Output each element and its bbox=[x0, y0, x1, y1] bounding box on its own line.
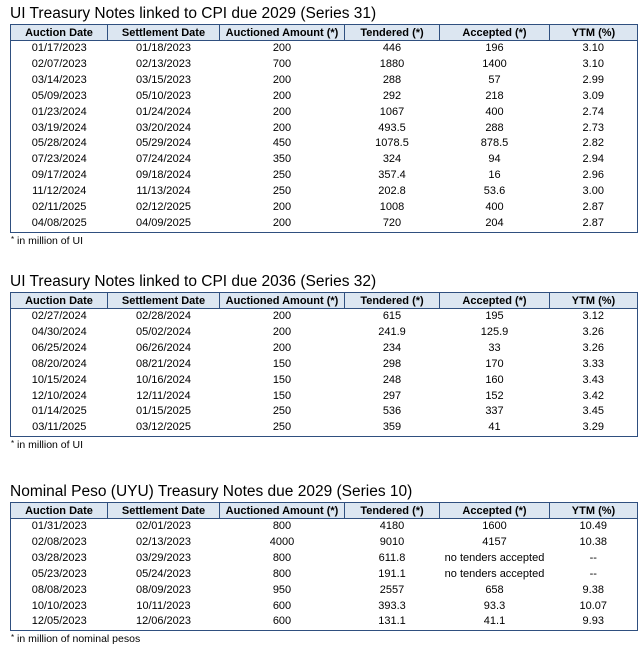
table-row bbox=[11, 357, 638, 373]
cell-tendered: 297 bbox=[382, 389, 402, 402]
cell-auction-date: 04/30/2024 bbox=[11, 325, 108, 341]
table-row bbox=[11, 136, 638, 152]
cell-settlement-date: 02/13/2023 bbox=[135, 535, 192, 548]
table-row bbox=[11, 89, 638, 105]
table-row bbox=[11, 535, 638, 551]
cell-accepted: 160 bbox=[485, 373, 504, 386]
table-row bbox=[11, 325, 638, 341]
cell-auctioned-amount: 200 bbox=[272, 105, 292, 118]
column-header-accepted: Accepted (*) bbox=[440, 25, 550, 41]
cell-accepted: 878.5 bbox=[480, 137, 509, 150]
cell-accepted: 4157 bbox=[482, 535, 507, 548]
cell-ytm: 3.12 bbox=[550, 309, 638, 325]
footnote-mark: * bbox=[11, 234, 15, 244]
cell-settlement-date: 12/06/2023 bbox=[135, 615, 192, 628]
cell-auction-date: 08/08/2023 bbox=[11, 583, 108, 599]
column-header-tendered: Tendered (*) bbox=[345, 25, 440, 41]
cell-tendered: 292 bbox=[382, 89, 402, 102]
cell-tendered: 1067 bbox=[379, 105, 405, 118]
cell-auction-date: 02/11/2025 bbox=[11, 200, 108, 216]
cell-ytm: 2.99 bbox=[550, 73, 638, 89]
cell-accepted: 400 bbox=[485, 201, 504, 214]
cell-auction-date: 12/10/2024 bbox=[11, 389, 108, 405]
cell-tendered: 446 bbox=[382, 42, 402, 54]
header-row bbox=[11, 503, 638, 519]
cell-accepted: 1600 bbox=[482, 520, 507, 532]
cell-settlement-date: 10/11/2023 bbox=[136, 599, 191, 612]
cell-settlement-date: 01/24/2024 bbox=[135, 105, 192, 118]
cell-accepted: 196 bbox=[485, 42, 504, 54]
cell-auction-date: 06/25/2024 bbox=[11, 341, 108, 357]
footnote-text: in million of nominal pesos bbox=[17, 633, 141, 646]
cell-ytm: 3.42 bbox=[550, 389, 638, 405]
table-row bbox=[11, 309, 638, 325]
header-row bbox=[11, 293, 638, 309]
auction-table bbox=[10, 24, 638, 233]
cell-accepted: 41 bbox=[488, 421, 501, 434]
cell-ytm: 2.87 bbox=[550, 216, 638, 232]
cell-settlement-date: 05/29/2024 bbox=[135, 137, 192, 150]
cell-ytm: 10.38 bbox=[550, 535, 638, 551]
cell-ytm: 2.87 bbox=[550, 200, 638, 216]
cell-ytm: 3.10 bbox=[550, 41, 638, 57]
cell-auction-date: 10/15/2024 bbox=[11, 373, 108, 389]
cell-auction-date: 03/19/2024 bbox=[11, 121, 108, 137]
cell-auction-date: 05/09/2023 bbox=[11, 89, 108, 105]
cell-accepted: 218 bbox=[485, 89, 504, 102]
cell-tendered: 248 bbox=[382, 373, 402, 386]
cell-ytm: 3.29 bbox=[550, 420, 638, 436]
cell-auction-date: 05/23/2023 bbox=[11, 567, 108, 583]
cell-ytm: 2.96 bbox=[550, 168, 638, 184]
table-title: UI Treasury Notes linked to CPI due 2029 (Series 31) bbox=[10, 5, 377, 22]
cell-auctioned-amount: 200 bbox=[272, 121, 292, 134]
cell-auctioned-amount: 600 bbox=[272, 599, 292, 612]
cell-auctioned-amount: 200 bbox=[272, 89, 292, 102]
table-row bbox=[11, 404, 638, 420]
cell-tendered: 359 bbox=[382, 421, 402, 434]
column-header-auctioned-amount: Auctioned Amount (*) bbox=[220, 293, 345, 309]
cell-auctioned-amount: 250 bbox=[272, 405, 292, 418]
cell-auction-date: 08/20/2024 bbox=[11, 357, 108, 373]
cell-ytm: 9.93 bbox=[550, 614, 638, 630]
cell-settlement-date: 11/13/2024 bbox=[136, 185, 191, 198]
table-row bbox=[11, 551, 638, 567]
cell-settlement-date: 05/10/2023 bbox=[135, 89, 192, 102]
cell-auctioned-amount: 800 bbox=[272, 551, 292, 564]
table-row bbox=[11, 341, 638, 357]
table-row bbox=[11, 373, 638, 389]
cell-ytm: 10.07 bbox=[550, 599, 638, 615]
column-header-auctioned-amount: Auctioned Amount (*) bbox=[220, 25, 345, 41]
column-header-auction-date: Auction Date bbox=[11, 25, 108, 41]
cell-auctioned-amount: 250 bbox=[272, 185, 292, 198]
cell-auction-date: 01/17/2023 bbox=[11, 41, 108, 57]
footnote-text: in million of UI bbox=[17, 234, 83, 247]
cell-auctioned-amount: 600 bbox=[272, 615, 292, 628]
column-header-ytm: YTM (%) bbox=[550, 293, 638, 309]
cell-settlement-date: 12/11/2024 bbox=[136, 389, 191, 402]
table-row bbox=[11, 105, 638, 121]
cell-auction-date: 03/14/2023 bbox=[11, 73, 108, 89]
column-header-auctioned-amount: Auctioned Amount (*) bbox=[220, 503, 345, 519]
cell-tendered: 202.8 bbox=[378, 185, 406, 198]
cell-ytm: 2.94 bbox=[550, 152, 638, 168]
cell-accepted: no tenders accepted bbox=[444, 551, 545, 564]
cell-settlement-date: 08/21/2024 bbox=[135, 357, 192, 370]
cell-ytm: 3.45 bbox=[550, 404, 638, 420]
cell-auctioned-amount: 150 bbox=[272, 373, 292, 386]
cell-accepted: 41.1 bbox=[483, 615, 506, 628]
cell-auctioned-amount: 150 bbox=[272, 389, 292, 402]
cell-tendered: 357.4 bbox=[378, 169, 406, 182]
cell-tendered: 536 bbox=[382, 405, 402, 418]
cell-accepted: 53.6 bbox=[483, 185, 506, 198]
cell-auctioned-amount: 200 bbox=[272, 216, 292, 229]
cell-auctioned-amount: 250 bbox=[272, 169, 292, 182]
column-header-tendered: Tendered (*) bbox=[345, 503, 440, 519]
table-row bbox=[11, 200, 638, 216]
cell-auctioned-amount: 350 bbox=[272, 153, 292, 166]
column-header-auction-date: Auction Date bbox=[11, 293, 108, 309]
cell-auction-date: 12/05/2023 bbox=[11, 614, 108, 630]
cell-settlement-date: 03/15/2023 bbox=[135, 73, 192, 86]
table-row bbox=[11, 583, 638, 599]
cell-tendered: 288 bbox=[382, 73, 402, 86]
cell-tendered: 611.8 bbox=[378, 551, 406, 564]
cell-settlement-date: 02/28/2024 bbox=[135, 310, 192, 322]
cell-settlement-date: 05/24/2023 bbox=[135, 567, 192, 580]
table-row bbox=[11, 73, 638, 89]
cell-ytm: 3.26 bbox=[550, 325, 638, 341]
cell-tendered: 2557 bbox=[379, 583, 405, 596]
cell-tendered: 1008 bbox=[379, 201, 405, 214]
table-row bbox=[11, 168, 638, 184]
column-header-accepted: Accepted (*) bbox=[440, 503, 550, 519]
cell-settlement-date: 01/18/2023 bbox=[135, 42, 192, 54]
cell-accepted: 170 bbox=[485, 357, 504, 370]
cell-accepted: 16 bbox=[488, 169, 501, 182]
footnote bbox=[10, 233, 637, 246]
cell-auction-date: 01/23/2024 bbox=[11, 105, 108, 121]
cell-settlement-date: 09/18/2024 bbox=[135, 169, 192, 182]
cell-tendered: 720 bbox=[382, 216, 402, 229]
cell-auctioned-amount: 700 bbox=[272, 57, 292, 70]
table-row bbox=[11, 614, 638, 630]
cell-ytm: -- bbox=[550, 567, 638, 583]
cell-settlement-date: 05/02/2024 bbox=[135, 325, 192, 338]
table-row bbox=[11, 216, 638, 232]
series-32-section bbox=[10, 272, 637, 450]
cell-auction-date: 03/11/2025 bbox=[11, 420, 108, 436]
cell-settlement-date: 03/20/2024 bbox=[135, 121, 192, 134]
table-title: Nominal Peso (UYU) Treasury Notes due 2029 (Series 10) bbox=[10, 483, 413, 500]
table-row bbox=[11, 567, 638, 583]
cell-auctioned-amount: 4000 bbox=[269, 535, 295, 548]
column-header-accepted: Accepted (*) bbox=[440, 293, 550, 309]
cell-auctioned-amount: 150 bbox=[272, 357, 292, 370]
footnote-mark: * bbox=[11, 439, 15, 449]
cell-settlement-date: 01/15/2025 bbox=[135, 405, 192, 418]
cell-tendered: 191.1 bbox=[378, 567, 406, 580]
cell-tendered: 493.5 bbox=[378, 121, 406, 134]
cell-tendered: 9010 bbox=[379, 535, 405, 548]
cell-accepted: 195 bbox=[485, 310, 504, 322]
cell-ytm: 2.73 bbox=[550, 121, 638, 137]
cell-accepted: 57 bbox=[488, 73, 501, 86]
cell-tendered: 1880 bbox=[379, 57, 405, 70]
cell-accepted: 94 bbox=[488, 153, 501, 166]
table-title: UI Treasury Notes linked to CPI due 2036 (Series 32) bbox=[10, 273, 377, 290]
column-header-settlement-date: Settlement Date bbox=[108, 293, 220, 309]
cell-accepted: 125.9 bbox=[480, 325, 509, 338]
cell-auction-date: 07/23/2024 bbox=[11, 152, 108, 168]
cell-accepted: 1400 bbox=[482, 57, 507, 70]
column-header-settlement-date: Settlement Date bbox=[108, 503, 220, 519]
cell-auction-date: 02/07/2023 bbox=[11, 57, 108, 73]
auction-table bbox=[10, 292, 638, 437]
footnote-mark: * bbox=[11, 633, 15, 643]
table-row bbox=[11, 152, 638, 168]
cell-auction-date: 09/17/2024 bbox=[11, 168, 108, 184]
cell-ytm: 9.38 bbox=[550, 583, 638, 599]
cell-accepted: 204 bbox=[485, 216, 504, 229]
cell-auctioned-amount: 200 bbox=[272, 42, 292, 54]
table-row bbox=[11, 184, 638, 200]
cell-auction-date: 10/10/2023 bbox=[11, 599, 108, 615]
cell-auctioned-amount: 450 bbox=[272, 137, 292, 150]
table-row bbox=[11, 599, 638, 615]
cell-accepted: 337 bbox=[485, 405, 504, 418]
cell-auctioned-amount: 800 bbox=[272, 567, 292, 580]
cell-tendered: 241.9 bbox=[378, 325, 406, 338]
table-row bbox=[11, 389, 638, 405]
header-row bbox=[11, 25, 638, 41]
cell-ytm: 2.74 bbox=[550, 105, 638, 121]
cell-tendered: 298 bbox=[382, 357, 402, 370]
series-10-section bbox=[10, 482, 637, 644]
cell-settlement-date: 08/09/2023 bbox=[135, 583, 192, 596]
column-header-settlement-date: Settlement Date bbox=[108, 25, 220, 41]
table-row bbox=[11, 57, 638, 73]
cell-auction-date: 03/28/2023 bbox=[11, 551, 108, 567]
cell-auctioned-amount: 950 bbox=[272, 583, 292, 596]
cell-ytm: 3.00 bbox=[550, 184, 638, 200]
cell-ytm: 3.26 bbox=[550, 341, 638, 357]
cell-ytm: 3.10 bbox=[550, 57, 638, 73]
cell-tendered: 324 bbox=[382, 153, 402, 166]
cell-tendered: 393.3 bbox=[378, 599, 406, 612]
cell-settlement-date: 07/24/2024 bbox=[135, 153, 192, 166]
cell-auction-date: 02/08/2023 bbox=[11, 535, 108, 551]
table-row bbox=[11, 41, 638, 57]
cell-ytm: 2.82 bbox=[550, 136, 638, 152]
cell-auctioned-amount: 200 bbox=[272, 341, 292, 354]
cell-auctioned-amount: 200 bbox=[272, 325, 292, 338]
column-header-tendered: Tendered (*) bbox=[345, 293, 440, 309]
cell-ytm: -- bbox=[550, 551, 638, 567]
table-row bbox=[11, 420, 638, 436]
cell-accepted: 658 bbox=[485, 583, 504, 596]
table-row bbox=[11, 519, 638, 535]
cell-auction-date: 01/31/2023 bbox=[11, 519, 108, 535]
column-header-auction-date: Auction Date bbox=[11, 503, 108, 519]
cell-accepted: 288 bbox=[485, 121, 504, 134]
cell-auctioned-amount: 200 bbox=[272, 310, 292, 322]
cell-tendered: 131.1 bbox=[378, 615, 406, 628]
cell-auctioned-amount: 200 bbox=[272, 73, 292, 86]
cell-auctioned-amount: 200 bbox=[272, 201, 292, 214]
cell-settlement-date: 02/01/2023 bbox=[135, 520, 192, 532]
cell-accepted: 400 bbox=[485, 105, 504, 118]
cell-auction-date: 11/12/2024 bbox=[11, 184, 108, 200]
cell-ytm: 3.33 bbox=[550, 357, 638, 373]
cell-settlement-date: 02/12/2025 bbox=[135, 201, 192, 214]
cell-auction-date: 04/08/2025 bbox=[11, 216, 108, 232]
cell-accepted: 152 bbox=[485, 389, 504, 402]
cell-tendered: 4180 bbox=[379, 520, 405, 532]
cell-accepted: 93.3 bbox=[483, 599, 506, 612]
cell-auctioned-amount: 800 bbox=[272, 520, 292, 532]
auction-table bbox=[10, 502, 638, 631]
column-header-ytm: YTM (%) bbox=[550, 25, 638, 41]
cell-tendered: 1078.5 bbox=[375, 137, 409, 150]
cell-auctioned-amount: 250 bbox=[272, 421, 292, 434]
table-row bbox=[11, 121, 638, 137]
cell-tendered: 234 bbox=[382, 341, 402, 354]
column-header-ytm: YTM (%) bbox=[550, 503, 638, 519]
cell-auction-date: 01/14/2025 bbox=[11, 404, 108, 420]
cell-settlement-date: 04/09/2025 bbox=[135, 216, 192, 229]
cell-auction-date: 05/28/2024 bbox=[11, 136, 108, 152]
footnote bbox=[10, 437, 637, 450]
cell-auction-date: 02/27/2024 bbox=[11, 309, 108, 325]
footnote bbox=[10, 631, 637, 644]
cell-ytm: 3.43 bbox=[550, 373, 638, 389]
cell-settlement-date: 06/26/2024 bbox=[135, 341, 192, 354]
footnote-text: in million of UI bbox=[17, 439, 83, 452]
cell-tendered: 615 bbox=[382, 310, 402, 322]
cell-settlement-date: 03/12/2025 bbox=[135, 421, 192, 434]
series-31-section bbox=[10, 4, 637, 246]
cell-settlement-date: 10/16/2024 bbox=[135, 373, 192, 386]
cell-accepted: 33 bbox=[488, 341, 501, 354]
cell-accepted: no tenders accepted bbox=[444, 567, 545, 580]
cell-settlement-date: 02/13/2023 bbox=[135, 57, 192, 70]
cell-ytm: 3.09 bbox=[550, 89, 638, 105]
cell-ytm: 10.49 bbox=[550, 519, 638, 535]
cell-settlement-date: 03/29/2023 bbox=[135, 551, 192, 564]
